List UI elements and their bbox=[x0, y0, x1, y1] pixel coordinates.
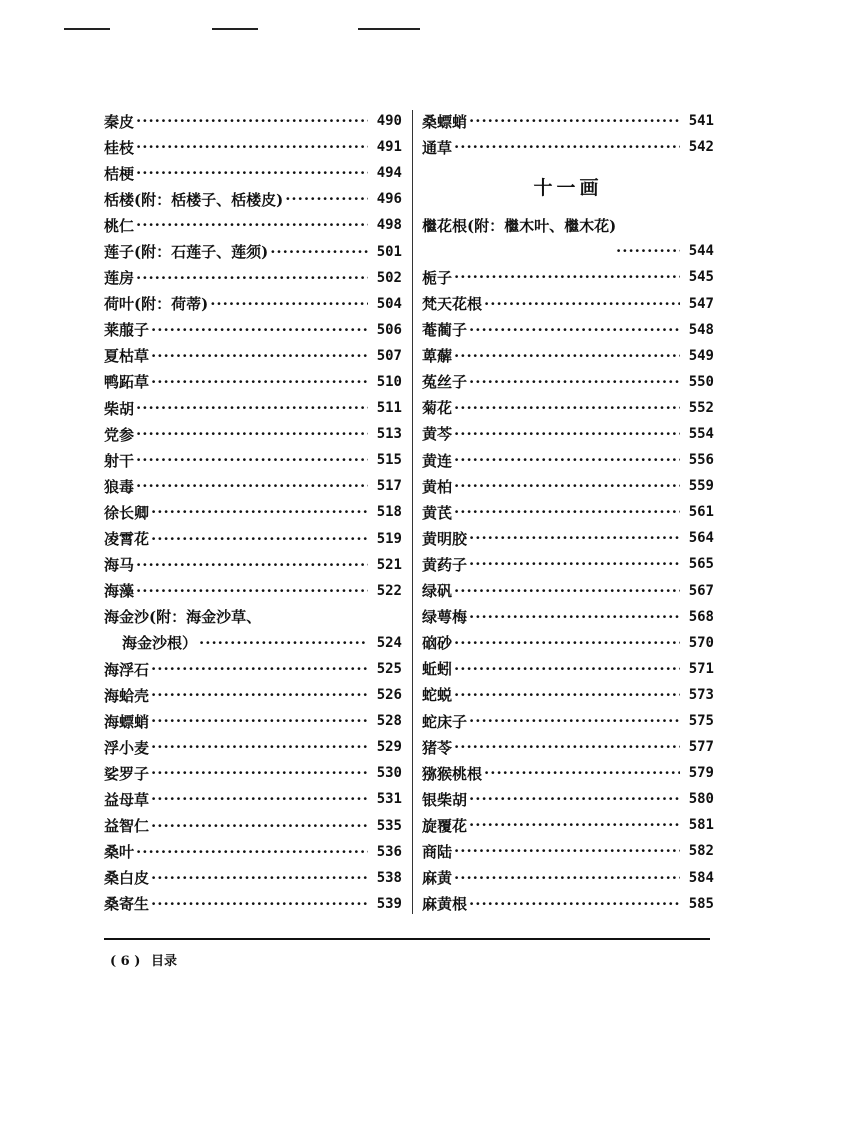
entry-page-number: 515 bbox=[376, 452, 402, 469]
entry-title: 梵天花根 bbox=[422, 295, 483, 314]
entry-title: 商陆 bbox=[422, 842, 453, 861]
toc-entry[interactable] bbox=[422, 786, 714, 812]
entry-page-number: 510 bbox=[376, 373, 402, 390]
dot-leader bbox=[454, 503, 680, 521]
dot-leader bbox=[454, 686, 680, 704]
dot-leader bbox=[469, 608, 680, 626]
dot-leader bbox=[136, 843, 368, 861]
entry-title: 秦皮 bbox=[104, 112, 135, 131]
entry-title: 菴蔺子 bbox=[422, 321, 468, 340]
entry-page-number: 547 bbox=[688, 295, 714, 312]
entry-title: 绿矾 bbox=[422, 582, 453, 601]
toc-entry[interactable] bbox=[104, 630, 402, 656]
entry-title: 栝楼(附：栝楼子、栝楼皮) bbox=[104, 190, 284, 209]
toc-entry[interactable] bbox=[104, 395, 402, 421]
entry-page-number: 535 bbox=[376, 817, 402, 834]
entry-page-number: 498 bbox=[376, 217, 402, 234]
dot-leader bbox=[151, 321, 368, 339]
dot-leader bbox=[136, 477, 368, 495]
toc-entry[interactable] bbox=[104, 578, 402, 604]
dot-leader bbox=[136, 582, 368, 600]
entry-page-number: 506 bbox=[376, 321, 402, 338]
dot-leader bbox=[151, 817, 368, 835]
toc-entry[interactable] bbox=[104, 786, 402, 812]
entry-title: 莱菔子 bbox=[104, 321, 150, 340]
toc-entry[interactable] bbox=[422, 447, 714, 473]
entry-title: 荷叶(附：荷蒂) bbox=[104, 295, 209, 314]
entry-page-number: 549 bbox=[688, 347, 714, 364]
toc-entry[interactable] bbox=[104, 265, 402, 291]
dot-leader bbox=[136, 216, 368, 234]
entry-title: 海金沙根） bbox=[122, 634, 198, 653]
entry-title: 猕猴桃根 bbox=[422, 764, 483, 783]
toc-entry[interactable] bbox=[104, 526, 402, 552]
dot-leader bbox=[136, 451, 368, 469]
dot-leader bbox=[454, 477, 680, 495]
toc-entry[interactable] bbox=[104, 891, 402, 917]
entry-title: 桑白皮 bbox=[104, 869, 150, 888]
entry-page-number: 561 bbox=[688, 504, 714, 521]
dot-leader bbox=[151, 869, 368, 887]
toc-entry[interactable] bbox=[104, 656, 402, 682]
dot-leader bbox=[270, 243, 368, 261]
entry-page-number: 585 bbox=[688, 895, 714, 912]
page-number: ( 6 ) bbox=[110, 954, 141, 969]
dot-leader bbox=[151, 660, 368, 678]
entry-title: 黄芩 bbox=[422, 425, 453, 444]
entry-title: 桑螵蛸 bbox=[422, 112, 468, 131]
toc-entry[interactable] bbox=[422, 682, 714, 708]
toc-entry[interactable] bbox=[104, 760, 402, 786]
right-column bbox=[422, 108, 714, 917]
dot-leader bbox=[469, 895, 680, 913]
dot-leader bbox=[151, 347, 368, 365]
entry-page-number: 522 bbox=[376, 582, 402, 599]
toc-entry[interactable] bbox=[422, 630, 714, 656]
entry-page-number: 564 bbox=[688, 530, 714, 547]
dot-leader bbox=[616, 242, 680, 260]
entry-page-number: 552 bbox=[688, 399, 714, 416]
dot-leader bbox=[484, 295, 680, 313]
entry-page-number: 526 bbox=[376, 687, 402, 704]
toc-entry[interactable] bbox=[104, 186, 402, 212]
entry-title: 海马 bbox=[104, 556, 135, 575]
toc-entry[interactable] bbox=[422, 369, 714, 395]
entry-page-number: 501 bbox=[376, 243, 402, 260]
entry-title: 菟丝子 bbox=[422, 373, 468, 392]
entry-page-number: 491 bbox=[376, 139, 402, 156]
entry-title: 桃仁 bbox=[104, 216, 135, 235]
toc-entry[interactable] bbox=[422, 134, 714, 160]
entry-title: 莲房 bbox=[104, 269, 135, 288]
entry-title: 绿萼梅 bbox=[422, 608, 468, 627]
entry-title: 黄芪 bbox=[422, 503, 453, 522]
dot-leader bbox=[136, 112, 368, 130]
entry-page-number: 529 bbox=[376, 739, 402, 756]
toc-entry[interactable] bbox=[104, 839, 402, 865]
dot-leader bbox=[454, 738, 680, 756]
page-footer bbox=[110, 950, 183, 969]
footer-rule bbox=[104, 938, 710, 940]
toc-entry[interactable] bbox=[104, 682, 402, 708]
entry-page-number: 575 bbox=[688, 713, 714, 730]
entry-title: 鸭跖草 bbox=[104, 373, 150, 392]
toc-entry[interactable] bbox=[104, 734, 402, 760]
entry-page-number: 502 bbox=[376, 269, 402, 286]
dot-leader bbox=[469, 112, 680, 130]
entry-title: 蛇床子 bbox=[422, 712, 468, 731]
entry-page-number: 541 bbox=[688, 113, 714, 130]
entry-page-number: 573 bbox=[688, 686, 714, 703]
dot-leader bbox=[454, 138, 680, 156]
toc-entry[interactable] bbox=[422, 264, 714, 290]
entry-page-number: 511 bbox=[376, 400, 402, 417]
entry-title: 旋覆花 bbox=[422, 816, 468, 835]
toc-entry[interactable] bbox=[422, 865, 714, 891]
toc-entry[interactable] bbox=[104, 552, 402, 578]
entry-title: 猪苓 bbox=[422, 738, 453, 757]
dot-leader bbox=[151, 712, 368, 730]
entry-page-number: 580 bbox=[688, 791, 714, 808]
toc-entry[interactable] bbox=[422, 108, 714, 134]
entry-title: 硇砂 bbox=[422, 634, 453, 653]
toc-entry[interactable] bbox=[104, 212, 402, 238]
toc-entry[interactable] bbox=[422, 656, 714, 682]
dot-leader bbox=[454, 634, 680, 652]
entry-title: 麻黄 bbox=[422, 869, 453, 888]
entry-title: 桂枝 bbox=[104, 138, 135, 157]
dot-leader bbox=[151, 895, 368, 913]
toc-entry[interactable] bbox=[422, 238, 714, 264]
dot-leader bbox=[210, 295, 368, 313]
entry-page-number: 550 bbox=[688, 373, 714, 390]
entry-title: 夏枯草 bbox=[104, 347, 150, 366]
entry-page-number: 528 bbox=[376, 713, 402, 730]
entry-page-number: 507 bbox=[376, 347, 402, 364]
entry-page-number: 496 bbox=[376, 191, 402, 208]
entry-title: 蛇蜕 bbox=[422, 686, 453, 705]
entry-page-number: 542 bbox=[688, 139, 714, 156]
entry-title: 柴胡 bbox=[104, 399, 135, 418]
toc-entry[interactable] bbox=[104, 473, 402, 499]
dot-leader bbox=[151, 738, 368, 756]
entry-title: 黄连 bbox=[422, 451, 453, 470]
entry-page-number: 521 bbox=[376, 556, 402, 573]
entry-title: 萆薢 bbox=[422, 347, 453, 366]
entry-title: 海金沙(附：海金沙草、 bbox=[104, 608, 262, 627]
toc-entry[interactable] bbox=[422, 551, 714, 577]
toc-entry[interactable] bbox=[104, 108, 402, 134]
dot-leader bbox=[484, 764, 680, 782]
left-column bbox=[104, 108, 402, 917]
entry-title: 蚯蚓 bbox=[422, 660, 453, 679]
toc-entry[interactable] bbox=[104, 343, 402, 369]
entry-page-number: 524 bbox=[376, 634, 402, 651]
dot-leader bbox=[136, 164, 368, 182]
toc-entry[interactable] bbox=[422, 525, 714, 551]
toc-entry[interactable] bbox=[422, 760, 714, 786]
entry-title: 桔梗 bbox=[104, 164, 135, 183]
entry-page-number: 518 bbox=[376, 504, 402, 521]
toc-entry[interactable] bbox=[104, 291, 402, 317]
entry-page-number: 554 bbox=[688, 425, 714, 442]
entry-title: 浮小麦 bbox=[104, 738, 150, 757]
entry-page-number: 571 bbox=[688, 660, 714, 677]
toc-entry[interactable] bbox=[422, 212, 714, 238]
toc-entry[interactable] bbox=[104, 134, 402, 160]
entry-page-number: 548 bbox=[688, 321, 714, 338]
entry-title: 莲子(附：石莲子、莲须) bbox=[104, 243, 269, 262]
entry-page-number: 581 bbox=[688, 817, 714, 834]
entry-title: 银柴胡 bbox=[422, 790, 468, 809]
toc-entry[interactable] bbox=[422, 812, 714, 838]
entry-title: 桑寄生 bbox=[104, 895, 150, 914]
dot-leader bbox=[151, 373, 368, 391]
dot-leader bbox=[469, 790, 680, 808]
entry-page-number: 530 bbox=[376, 765, 402, 782]
entry-title: 海蛤壳 bbox=[104, 686, 150, 705]
entry-title: 徐长卿 bbox=[104, 503, 150, 522]
toc-entry[interactable] bbox=[104, 708, 402, 734]
dot-leader bbox=[199, 634, 368, 652]
entry-title: 麻黄根 bbox=[422, 895, 468, 914]
entry-title: 栀子 bbox=[422, 268, 453, 287]
toc-entry[interactable] bbox=[104, 447, 402, 473]
toc-entry[interactable] bbox=[422, 473, 714, 499]
entry-page-number: 539 bbox=[376, 895, 402, 912]
entry-page-number: 584 bbox=[688, 869, 714, 886]
dot-leader bbox=[469, 816, 680, 834]
toc-entry[interactable] bbox=[104, 238, 402, 264]
dot-leader bbox=[454, 451, 680, 469]
toc-entry[interactable] bbox=[422, 395, 714, 421]
dot-leader bbox=[454, 582, 680, 600]
toc-entry[interactable] bbox=[104, 865, 402, 891]
dot-leader bbox=[454, 268, 680, 286]
top-rule bbox=[212, 28, 258, 30]
entry-title: 菊花 bbox=[422, 399, 453, 418]
toc-entry[interactable] bbox=[422, 604, 714, 630]
entry-title: 益智仁 bbox=[104, 817, 150, 836]
entry-title: 檵花根(附：檵木叶、檵木花) bbox=[422, 216, 617, 235]
section-label: 目录 bbox=[150, 954, 177, 969]
toc-entry[interactable] bbox=[104, 813, 402, 839]
toc-entry[interactable] bbox=[422, 317, 714, 343]
toc-entry[interactable] bbox=[422, 421, 714, 447]
toc-entry[interactable] bbox=[104, 499, 402, 525]
entry-title: 党参 bbox=[104, 425, 135, 444]
dot-leader bbox=[454, 425, 680, 443]
entry-page-number: 519 bbox=[376, 530, 402, 547]
entry-title: 通草 bbox=[422, 138, 453, 157]
entry-page-number: 531 bbox=[376, 791, 402, 808]
dot-leader bbox=[454, 399, 680, 417]
entry-page-number: 504 bbox=[376, 295, 402, 312]
entry-page-number: 570 bbox=[688, 634, 714, 651]
dot-leader bbox=[151, 764, 368, 782]
entry-title: 狼毒 bbox=[104, 477, 135, 496]
toc-entry[interactable] bbox=[104, 160, 402, 186]
toc-entry[interactable] bbox=[104, 317, 402, 343]
toc-entry[interactable] bbox=[104, 421, 402, 447]
toc-entry[interactable] bbox=[104, 369, 402, 395]
entry-page-number: 536 bbox=[376, 843, 402, 860]
toc-entry[interactable] bbox=[422, 891, 714, 917]
entry-title: 桑叶 bbox=[104, 843, 135, 862]
dot-leader bbox=[285, 190, 368, 208]
entry-page-number: 556 bbox=[688, 452, 714, 469]
entry-page-number: 490 bbox=[376, 113, 402, 130]
dot-leader bbox=[454, 869, 680, 887]
entry-title: 娑罗子 bbox=[104, 764, 150, 783]
entry-page-number: 568 bbox=[688, 608, 714, 625]
entry-page-number: 577 bbox=[688, 739, 714, 756]
entry-title: 海藻 bbox=[104, 582, 135, 601]
entry-page-number: 579 bbox=[688, 765, 714, 782]
dot-leader bbox=[469, 321, 680, 339]
dot-leader bbox=[136, 399, 368, 417]
entry-page-number: 517 bbox=[376, 478, 402, 495]
entry-page-number: 582 bbox=[688, 843, 714, 860]
top-rule bbox=[358, 28, 420, 30]
top-rule bbox=[64, 28, 110, 30]
dot-leader bbox=[469, 373, 680, 391]
toc-entry[interactable] bbox=[422, 290, 714, 316]
toc-entry[interactable] bbox=[422, 838, 714, 864]
dot-leader bbox=[469, 529, 680, 547]
dot-leader bbox=[136, 556, 368, 574]
entry-title: 海螵蛸 bbox=[104, 712, 150, 731]
toc-entry[interactable] bbox=[422, 578, 714, 604]
entry-title: 海浮石 bbox=[104, 660, 150, 679]
column-divider bbox=[412, 110, 413, 914]
dot-leader bbox=[151, 503, 368, 521]
entry-page-number: 559 bbox=[688, 478, 714, 495]
entry-page-number: 538 bbox=[376, 869, 402, 886]
toc-entry[interactable] bbox=[422, 734, 714, 760]
entry-title: 射干 bbox=[104, 451, 135, 470]
entry-page-number: 544 bbox=[688, 243, 714, 260]
entry-page-number: 525 bbox=[376, 661, 402, 678]
toc-entry[interactable] bbox=[422, 499, 714, 525]
dot-leader bbox=[136, 425, 368, 443]
dot-leader bbox=[454, 660, 680, 678]
dot-leader bbox=[454, 842, 680, 860]
dot-leader bbox=[151, 530, 368, 548]
toc-entry[interactable] bbox=[422, 343, 714, 369]
entry-title: 黄明胶 bbox=[422, 529, 468, 548]
entry-page-number: 494 bbox=[376, 165, 402, 182]
entry-title: 凌霄花 bbox=[104, 530, 150, 549]
entry-title: 黄柏 bbox=[422, 477, 453, 496]
entry-page-number: 565 bbox=[688, 556, 714, 573]
dot-leader bbox=[469, 712, 680, 730]
dot-leader bbox=[469, 555, 680, 573]
toc-entry[interactable] bbox=[422, 708, 714, 734]
entry-page-number: 567 bbox=[688, 582, 714, 599]
dot-leader bbox=[136, 269, 368, 287]
dot-leader bbox=[136, 138, 368, 156]
dot-leader bbox=[151, 790, 368, 808]
entry-title: 黄药子 bbox=[422, 555, 468, 574]
dot-leader bbox=[151, 686, 368, 704]
section-heading: 十一画 bbox=[533, 176, 603, 199]
toc-entry[interactable] bbox=[104, 604, 402, 630]
entry-title: 益母草 bbox=[104, 790, 150, 809]
dot-leader bbox=[454, 347, 680, 365]
entry-page-number: 545 bbox=[688, 269, 714, 286]
entry-page-number: 513 bbox=[376, 426, 402, 443]
